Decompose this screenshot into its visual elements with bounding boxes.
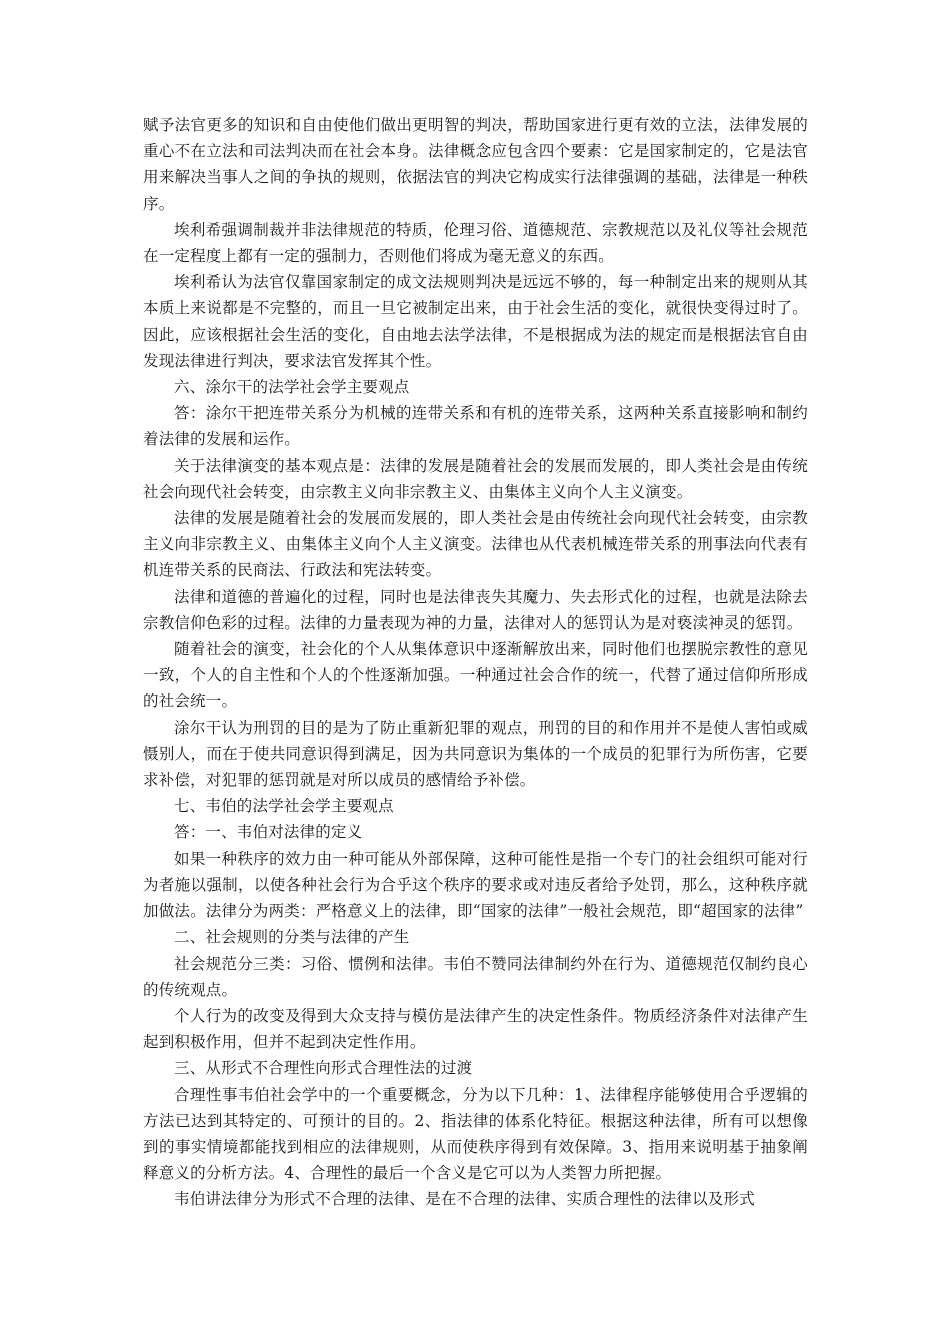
subsection-heading: 答：一、韦伯对法律的定义 <box>174 823 363 842</box>
paragraph: 埃利希强调制裁并非法律规范的特质，伦理习俗、道德规范、宗教规范以及礼仪等社会规范在一定程度上都有一定的强制力，否则他们将成为毫无意义的东西。 <box>143 220 808 266</box>
paragraph: 法律和道德的普遍化的过程，同时也是法律丧失其魔力、失去形式化的过程，也就是法除去宗教信仰色彩的过程。法律的力量表现为神的力量，法律对人的惩罚认为是对亵渎神灵的惩罚。 <box>143 587 808 632</box>
paragraph: 答：涂尔干把连带关系分为机械的连带关系和有机的连带关系，这两种关系直接影响和制约着法律的发展和运作。 <box>143 404 808 449</box>
paragraph: 个人行为的改变及得到大众支持与模仿是法律产生的决定性条件。物质经济条件对法律产生起到积极作用，但并不起到决定性作用。 <box>143 1006 808 1052</box>
paragraph: 法律的发展是随着社会的发展而发展的，即人类社会是由传统社会向现代社会转变，由宗教主义向非宗教主义、由集体主义向个人主义演变。法律也从代表机械连带关系的刑事法向代表有机连带关系的民商法、行政法和宪法转变。 <box>143 509 808 580</box>
paragraph: 韦伯讲法律分为形式不合理的法律、是在不合理的法律、实质合理性的法律以及形式 <box>174 1190 755 1209</box>
paragraph: 随着社会的演变，社会化的个人从集体意识中逐渐解放出来，同时他们也摆脱宗教性的意见一致，个人的自主性和个人的个性逐渐加强。一种通过社会合作的统一，代替了通过信仰所形成的社会统一。 <box>143 640 808 711</box>
document-page <box>143 112 808 1213</box>
paragraph: 埃利希认为法官仅靠国家制定的成文法规则判决是远远不够的，每一种制定出来的规则从其本质上来说都是不完整的，而且一旦它被制定出来，由于社会生活的变化，就很快变得过时了。因此，应该根据社会生活的变化，自由地去法学法律，不是根据成为法的规定而是根据法官自由发现法律进行判决，要求法官发挥其个性。 <box>143 273 808 370</box>
paragraph: 涂尔干认为刑罚的目的是为了防止重新犯罪的观点，刑罚的目的和作用并不是使人害怕或威慑别人，而在于使共同意识得到满足，因为共同意识为集体的一个成员的犯罪行为所伤害，它要求补偿，对犯罪的惩罚就是对所以成员的感情给予补偿。 <box>143 718 808 790</box>
section-heading: 七、韦伯的法学社会学主要观点 <box>174 797 394 816</box>
paragraph: 关于法律演变的基本观点是：法律的发展是随着社会的发展而发展的，即人类社会是由传统社会向现代社会转变，由宗教主义向非宗教主义、由集体主义向个人主义演变。 <box>143 456 808 501</box>
paragraph: 赋予法官更多的知识和自由使他们做出更明智的判决，帮助国家进行更有效的立法，法律发展的重心不在立法和司法判决而在社会本身。法律概念应包含四个要素：它是国家制定的，它是法官用来解决当事人之间的争执的规则，依据法官的判决它构成实行法律强调的基础，法律是一种秩序。 <box>143 116 808 213</box>
subsection-heading: 三、从形式不合理性向形式合理性法的过渡 <box>174 1059 473 1078</box>
paragraph: 合理性事韦伯社会学中的一个重要概念，分为以下几种：1、法律程序能够使用合乎逻辑的方法已达到其特定的、可预计的目的。2、指法律的体系化特征。根据这种法律，所有可以想像到的事实情境都能找到相应的法律规则，从而使秩序得到有效保障。3、指用来说明基于抽象阐释意义的分析方法。4、合理性的最后一个含义是它可以为人类智力所把握。 <box>143 1085 808 1183</box>
paragraph: 如果一种秩序的效力由一种可能从外部保障，这种可能性是指一个专门的社会组织可能对行为者施以强制，以使各种社会行为合乎这个秩序的要求或对违反者给予处罚，那么，这种秩序就加做法。法律分为两类：严格意义上的法律，即“国家的法律”一般社会规范，即“超国家的法律” <box>143 849 808 921</box>
section-heading: 六、涂尔干的法学社会学主要观点 <box>174 378 410 397</box>
subsection-heading: 二、社会规则的分类与法律的产生 <box>174 928 410 947</box>
paragraph: 社会规范分三类：习俗、惯例和法律。韦伯不赞同法律制约外在行为、道德规范仅制约良心的传统观点。 <box>143 954 808 999</box>
